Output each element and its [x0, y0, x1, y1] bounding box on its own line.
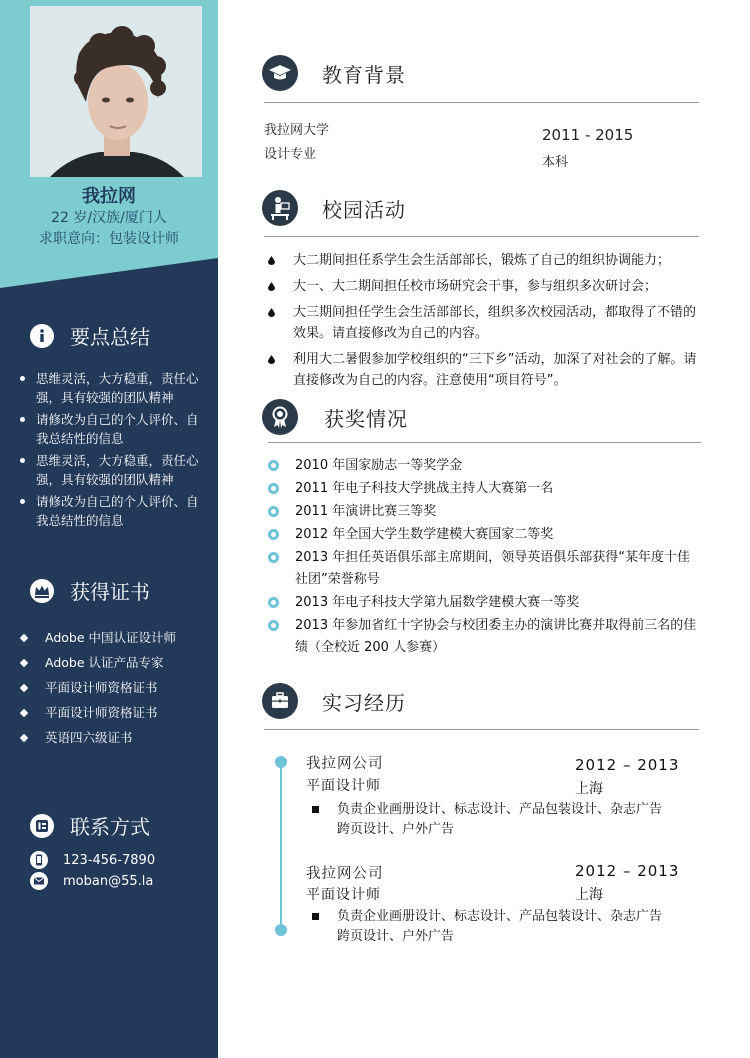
list-item: 平面设计师资格证书 — [20, 678, 205, 697]
education-header — [262, 55, 406, 91]
list-item: 2013 年电子科技大学第九届数学建模大赛一等奖 — [268, 592, 698, 614]
crown-icon — [30, 579, 54, 603]
list-item: 2011 年电子科技大学挑战主持人大赛第一名 — [268, 478, 698, 500]
summary-list — [20, 369, 205, 533]
activities-header — [262, 190, 406, 226]
mail-icon — [30, 872, 48, 890]
contact-phone — [30, 851, 155, 869]
education-title: 教育背景 — [322, 62, 406, 87]
degree: 本科 — [542, 155, 569, 170]
list-item: 大三期间担任学生会生活部部长，组织多次校园活动，都取得了不错的效果。请直接修改为自己的内容。 — [266, 302, 701, 344]
list-item: 大二期间担任系学生会生活部部长，锻炼了自己的组织协调能力； — [266, 250, 701, 271]
certificates-header — [30, 576, 150, 605]
divider — [264, 729, 699, 730]
contact-card-icon — [30, 814, 54, 838]
divider — [268, 442, 701, 443]
list-item: Adobe 中国认证设计师 — [20, 628, 205, 647]
list-item: 请修改为自己的个人评价、自我总结性的信息 — [20, 492, 205, 530]
profile-name: 我拉网 — [82, 186, 136, 207]
awards-header — [262, 399, 408, 435]
list-item: 思维灵活，大方稳重，责任心强，具有较强的团队精神 — [20, 451, 205, 489]
list-item: 2011 年演讲比赛三等奖 — [268, 501, 698, 523]
education-years: 2011 - 2015 — [542, 126, 634, 144]
job-company: 我拉网公司 — [306, 756, 384, 772]
job-years: 2012 – 2013 — [575, 862, 680, 880]
list-item: 英语四六级证书 — [20, 728, 205, 747]
job-position: 平面设计师 — [306, 778, 381, 794]
phone-number[interactable]: 123-456-7890 — [63, 852, 156, 868]
list-item: 思维灵活，大方稳重，责任心强，具有较强的团队精神 — [20, 369, 205, 407]
job-location: 上海 — [575, 887, 603, 903]
phone-icon — [30, 851, 48, 869]
activities-list — [266, 250, 701, 396]
major: 设计专业 — [264, 147, 317, 162]
job-location: 上海 — [575, 781, 603, 797]
list-item: Adobe 认证产品专家 — [20, 653, 205, 672]
profile-info: 22 岁/汉族/厦门人 — [51, 210, 167, 226]
job-years: 2012 – 2013 — [575, 756, 680, 774]
list-item: 2010 年国家励志一等奖学金 — [268, 455, 698, 477]
list-item: 请修改为自己的个人评价、自我总结性的信息 — [20, 410, 205, 448]
list-item: 2013 年参加省红十字协会与校团委主办的演讲比赛并取得前三名的佳绩（全校近 200 人参赛） — [268, 615, 698, 659]
contact-email — [30, 872, 153, 890]
list-item: 利用大二暑假参加学校组织的“三下乡”活动，加深了对社会的了解。请直接修改为自己的内容。注意使用“项目符号”。 — [266, 349, 701, 391]
divider — [264, 236, 699, 237]
job-description: 负责企业画册设计、标志设计、产品包装设计、杂志广告跨页设计、户外广告 — [311, 800, 666, 840]
list-item: 2012 年全国大学生数学建模大赛国家二等奖 — [268, 524, 698, 546]
job-position: 平面设计师 — [306, 887, 381, 903]
internship-header — [262, 683, 406, 719]
medal-icon — [262, 399, 298, 435]
list-item: 平面设计师资格证书 — [20, 703, 205, 722]
school-name: 我拉网大学 — [264, 123, 330, 138]
contact-title: 联系方式 — [70, 815, 150, 839]
email-address[interactable]: moban@55.la — [63, 873, 154, 889]
summary-title: 要点总结 — [70, 325, 150, 349]
presenter-icon — [262, 190, 298, 226]
list-item: 2013 年担任英语俱乐部主席期间，领导英语俱乐部获得“某年度十佳社团”荣誉称号 — [268, 547, 698, 591]
awards-title: 获奖情况 — [324, 406, 408, 431]
timeline-dot — [275, 924, 287, 936]
internship-title: 实习经历 — [322, 690, 406, 715]
awards-list — [268, 455, 698, 660]
timeline-dot — [275, 756, 287, 768]
timeline-line — [280, 762, 282, 930]
sidebar — [0, 0, 218, 1058]
job-objective: 求职意向：包装设计师 — [39, 231, 179, 247]
summary-header — [30, 321, 150, 350]
info-icon — [30, 324, 54, 348]
activities-title: 校园活动 — [322, 197, 406, 222]
contact-header — [30, 811, 150, 840]
job-description: 负责企业画册设计、标志设计、产品包装设计、杂志广告跨页设计、户外广告 — [311, 907, 666, 947]
certificates-list — [20, 628, 205, 753]
certificates-title: 获得证书 — [70, 580, 150, 604]
profile-photo — [30, 6, 202, 177]
list-item: 大一、大二期间担任校市场研究会干事，参与组织多次研讨会； — [266, 276, 701, 297]
divider — [264, 102, 699, 103]
job-company: 我拉网公司 — [306, 866, 384, 882]
briefcase-icon — [262, 683, 298, 719]
graduation-cap-icon — [262, 55, 298, 91]
